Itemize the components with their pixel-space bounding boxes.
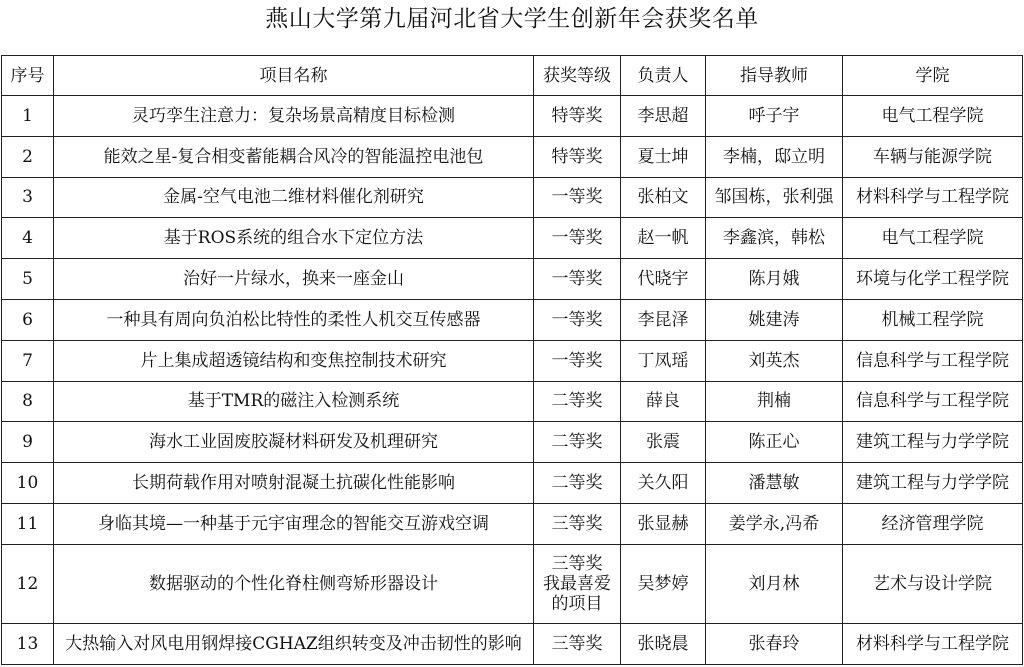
table-row [2, 136, 1023, 177]
table-row [2, 177, 1023, 218]
cell-leader: 代晓宇 [621, 259, 706, 300]
cell-project: 灵巧孪生注意力：复杂场景高精度目标检测 [54, 96, 534, 137]
cell-college: 信息科学与工程学院 [843, 381, 1023, 422]
table-row [2, 503, 1023, 544]
cell-advisor: 李楠，邸立明 [706, 136, 843, 177]
cell-award: 特等奖 [534, 136, 621, 177]
cell-leader: 赵一帆 [621, 218, 706, 259]
cell-college: 电气工程学院 [843, 218, 1023, 259]
cell-leader: 薛良 [621, 381, 706, 422]
cell-leader: 李昆泽 [621, 299, 706, 340]
cell-project: 能效之星-复合相变蓄能耦合风冷的智能温控电池包 [54, 136, 534, 177]
cell-college: 经济管理学院 [843, 503, 1023, 544]
cell-no: 13 [2, 623, 54, 664]
cell-leader: 张晓晨 [621, 623, 706, 664]
cell-advisor: 邹国栋，张利强 [706, 177, 843, 218]
table-row [2, 340, 1023, 381]
cell-college: 信息科学与工程学院 [843, 340, 1023, 381]
cell-project: 治好一片绿水，换来一座金山 [54, 259, 534, 300]
cell-leader: 夏士坤 [621, 136, 706, 177]
header-leader: 负责人 [621, 56, 706, 96]
cell-no: 8 [2, 381, 54, 422]
table-row [2, 259, 1023, 300]
cell-college: 材料科学与工程学院 [843, 177, 1023, 218]
cell-award: 一等奖 [534, 218, 621, 259]
award-table [1, 55, 1023, 665]
cell-advisor: 刘月林 [706, 544, 843, 623]
cell-no: 10 [2, 463, 54, 504]
cell-college: 建筑工程与力学学院 [843, 463, 1023, 504]
cell-award: 一等奖 [534, 259, 621, 300]
table-row [2, 96, 1023, 137]
cell-college: 电气工程学院 [843, 96, 1023, 137]
cell-college: 机械工程学院 [843, 299, 1023, 340]
cell-award: 一等奖 [534, 299, 621, 340]
cell-project: 海水工业固废胶凝材料研发及机理研究 [54, 422, 534, 463]
cell-advisor: 陈月娥 [706, 259, 843, 300]
cell-advisor: 姚建涛 [706, 299, 843, 340]
table-row [2, 218, 1023, 259]
cell-advisor: 姜学永,冯希 [706, 503, 843, 544]
table-row [2, 299, 1023, 340]
cell-college: 艺术与设计学院 [843, 544, 1023, 623]
cell-no: 6 [2, 299, 54, 340]
cell-award: 二等奖 [534, 463, 621, 504]
cell-advisor: 荆楠 [706, 381, 843, 422]
cell-leader: 丁凤瑶 [621, 340, 706, 381]
header-no: 序号 [2, 56, 54, 96]
cell-no: 3 [2, 177, 54, 218]
cell-award: 特等奖 [534, 96, 621, 137]
cell-award: 二等奖 [534, 422, 621, 463]
header-college: 学院 [843, 56, 1023, 96]
cell-no: 5 [2, 259, 54, 300]
cell-leader: 关久阳 [621, 463, 706, 504]
table-row [2, 422, 1023, 463]
cell-no: 12 [2, 544, 54, 623]
award-line-3: 的项目 [551, 593, 603, 614]
header-advisor: 指导教师 [706, 56, 843, 96]
cell-award: 二等奖 [534, 381, 621, 422]
cell-advisor: 李鑫滨，韩松 [706, 218, 843, 259]
cell-college: 建筑工程与力学学院 [843, 422, 1023, 463]
cell-award: 三等奖 [534, 623, 621, 664]
header-project: 项目名称 [54, 56, 534, 96]
cell-project: 大热输入对风电用钢焊接CGHAZ组织转变及冲击韧性的影响 [54, 623, 534, 664]
table-header-row [2, 56, 1023, 96]
cell-no: 2 [2, 136, 54, 177]
cell-award: 一等奖 [534, 177, 621, 218]
cell-no: 11 [2, 503, 54, 544]
table-row [2, 623, 1023, 664]
cell-advisor: 呼子宇 [706, 96, 843, 137]
cell-project: 金属-空气电池二维材料催化剂研究 [54, 177, 534, 218]
award-line-2: 我最喜爱 [543, 573, 611, 594]
cell-advisor: 陈正心 [706, 422, 843, 463]
cell-leader: 李思超 [621, 96, 706, 137]
award-line-1: 三等奖 [551, 553, 603, 574]
cell-award: 三等奖 [534, 503, 621, 544]
cell-leader: 张柏文 [621, 177, 706, 218]
cell-college: 材料科学与工程学院 [843, 623, 1023, 664]
cell-advisor: 潘慧敏 [706, 463, 843, 504]
cell-college: 环境与化学工程学院 [843, 259, 1023, 300]
cell-advisor: 刘英杰 [706, 340, 843, 381]
cell-leader: 吴梦婷 [621, 544, 706, 623]
cell-advisor: 张春玲 [706, 623, 843, 664]
cell-leader: 张显赫 [621, 503, 706, 544]
page-title: 燕山大学第九届河北省大学生创新年会获奖名单 [265, 6, 759, 32]
cell-award: 一等奖 [534, 340, 621, 381]
cell-leader: 张震 [621, 422, 706, 463]
cell-no: 4 [2, 218, 54, 259]
cell-project: 一种具有周向负泊松比特性的柔性人机交互传感器 [54, 299, 534, 340]
table-row [2, 544, 1023, 623]
cell-no: 1 [2, 96, 54, 137]
cell-project: 身临其境—一种基于元宇宙理念的智能交互游戏空调 [54, 503, 534, 544]
table-row [2, 463, 1023, 504]
table-row [2, 381, 1023, 422]
cell-no: 7 [2, 340, 54, 381]
cell-project: 数据驱动的个性化脊柱侧弯矫形器设计 [54, 544, 534, 623]
cell-project: 长期荷载作用对喷射混凝土抗碳化性能影响 [54, 463, 534, 504]
cell-award [534, 544, 621, 623]
cell-no: 9 [2, 422, 54, 463]
header-award: 获奖等级 [534, 56, 621, 96]
cell-project: 基于TMR的磁注入检测系统 [54, 381, 534, 422]
cell-college: 车辆与能源学院 [843, 136, 1023, 177]
cell-project: 基于ROS系统的组合水下定位方法 [54, 218, 534, 259]
cell-project: 片上集成超透镜结构和变焦控制技术研究 [54, 340, 534, 381]
